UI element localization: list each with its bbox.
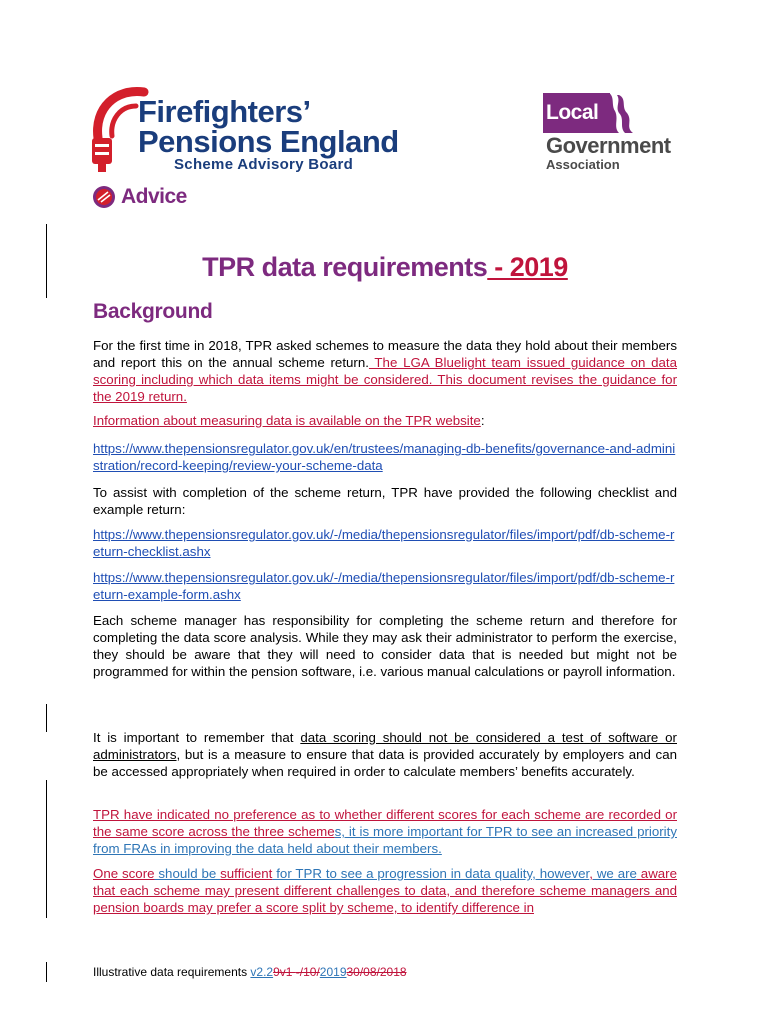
inserted-text: should be xyxy=(154,866,221,881)
inserted-text: for TPR to see a progression in data quality, however xyxy=(272,866,590,881)
lga-logo-government: Government xyxy=(546,133,671,158)
paragraph-text: : xyxy=(480,413,485,428)
section-heading: Background xyxy=(93,300,213,323)
paragraph-text: It is important to remember that xyxy=(93,730,301,745)
underlined-text: data scoring should not be considered a test of software or administrators xyxy=(93,730,677,762)
fpe-logo xyxy=(86,86,406,176)
fpe-logo-subtitle: Scheme Advisory Board xyxy=(174,156,354,173)
paragraph-tpr-info xyxy=(93,412,677,429)
paragraph-text: For the first time in 2018, TPR asked schemes to measure the data they hold about their members and report this on the annual scheme return. xyxy=(93,338,677,370)
link-block xyxy=(93,440,677,474)
advice-icon xyxy=(92,185,116,209)
advice-badge xyxy=(92,184,187,210)
advice-label: Advice xyxy=(121,185,187,208)
inserted-text: aware that each scheme may present different challenges to data, and therefore scheme managers and pension boards may prefer a score split by scheme, to identify difference in xyxy=(93,866,677,915)
footer-year: 2019 xyxy=(319,965,347,979)
page-title xyxy=(0,252,770,283)
paragraph-intro xyxy=(93,337,677,405)
paragraph-text: , but is a measure to ensure that data is provided accurately by employers and can be accessed appropriately when required in order to calculate members’ benefits accurately. xyxy=(93,747,677,779)
footer-version: v2.2 xyxy=(250,965,274,979)
inserted-text: One score xyxy=(93,866,155,881)
page-title-year: - 2019 xyxy=(487,252,568,282)
fpe-logo-line2: Pensions England xyxy=(138,124,399,159)
lga-logo-local: Local xyxy=(543,93,610,133)
inserted-text: The LGA Bluelight team issued guidance on data scoring including which data items might be considered. This document revises the guidance for the 2019 return. xyxy=(93,355,677,404)
change-bar xyxy=(46,962,47,982)
inserted-text: we are xyxy=(592,866,637,881)
paragraph-responsibility: Each scheme manager has responsibility for completing the scheme return and therefore for completing the data score analysis. While they may ask their administrator to perform the exercise, they should be aware that they will need to consider data that is needed but might not be programmed for within the pension software, i.e. various manual calculations or payroll information. xyxy=(93,613,677,679)
paragraph-checklist: To assist with completion of the scheme return, TPR have provided the following checklist and example return: xyxy=(93,485,677,517)
fpe-logo-line1: Firefighters’ xyxy=(138,94,311,129)
lga-logo xyxy=(543,93,683,175)
link-block xyxy=(93,526,677,560)
inserted-text: , xyxy=(589,866,593,881)
change-bar xyxy=(46,704,47,732)
footer-deleted: 30/08/2018 xyxy=(346,965,407,979)
page-title-main: TPR data requirements xyxy=(202,252,488,282)
paragraph-important xyxy=(93,729,677,780)
link-block xyxy=(93,569,677,603)
tpr-review-data-link[interactable]: https://www.thepensionsregulator.gov.uk/en/trustees/managing-db-benefits/governance-and-administration/record-keeping/review-your-scheme-data xyxy=(93,441,676,473)
checklist-link[interactable]: https://www.thepensionsregulator.gov.uk/-/media/thepensionsregulator/files/import/pdf/db-scheme-return-checklist.ashx xyxy=(93,527,675,559)
lga-figures-icon xyxy=(605,93,639,133)
inserted-text: Information about measuring data is available on the TPR website xyxy=(93,413,481,428)
footer-deleted: -/10/ xyxy=(295,965,320,979)
example-form-link[interactable]: https://www.thepensionsregulator.gov.uk/-/media/thepensionsregulator/files/import/pdf/db-scheme-return-example-form.ashx xyxy=(93,570,675,602)
inserted-text: sufficient xyxy=(220,866,273,881)
change-bar xyxy=(46,780,47,918)
paragraph-tpr-preference xyxy=(93,806,677,857)
inserted-text: s, it is more important for TPR to see an increased priority from FRAs in improving the data held about their members. xyxy=(93,824,677,856)
footer-deleted: 9v1 xyxy=(273,965,296,979)
footer-text: Illustrative data requirements xyxy=(93,965,251,979)
paragraph-one-score xyxy=(93,865,677,917)
inserted-text: TPR have indicated no preference as to whether different scores for each scheme are recorded or the same score across the three scheme xyxy=(93,807,677,839)
page-footer xyxy=(93,965,407,979)
lga-logo-association: Association xyxy=(546,157,620,172)
